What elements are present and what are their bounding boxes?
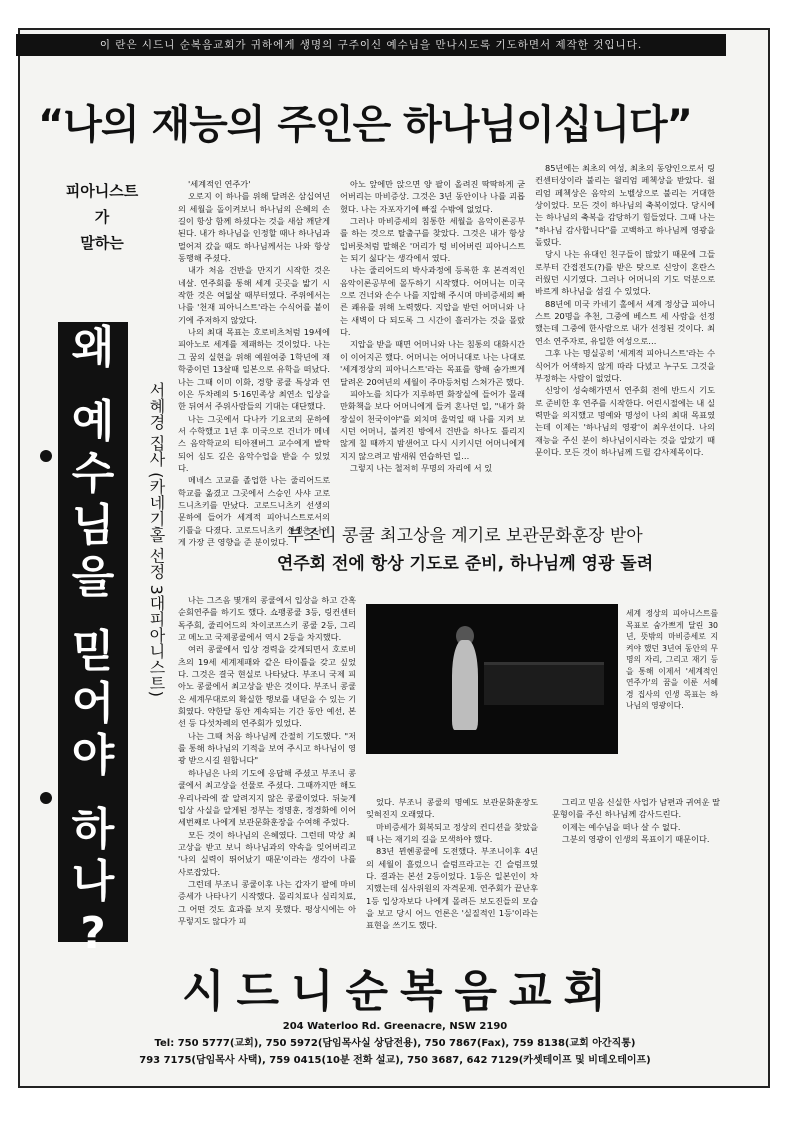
- pianist-photo: [366, 604, 618, 754]
- vertical-char: 믿: [71, 626, 115, 677]
- paragraph: 그렇지 나는 철저히 무명의 자리에 서 있: [350, 462, 493, 473]
- paragraph: 내가 처음 건반을 만지기 시작한 것은 네살. 연주회를 통해 세계 곳곳을 밟기 시작한 것은 여덟살 때부터였다. 주위에서는 나를 '천재 피아니스트'라는 수식어를 붙이기에 주저하지 않았다.: [178, 265, 330, 325]
- paragraph: 그리고 믿음 신실한 사업가 남편과 귀여운 딸 문형이를 주신 하나님께 감사드린다.: [552, 797, 720, 820]
- paragraph: 그러나 마비증세의 침통한 세월을 음악이론공부를 하는 것으로 탈출구를 찾았다. 그것은 내가 항상 입버릇처럼 말해온 '머리가 텅 비어버린 피아니스트는 되기 싫다'는 생각에서 였다.: [340, 216, 525, 264]
- bullet-dot: [40, 792, 52, 804]
- paragraph: 모든 것이 하나님의 은혜였다. 그런데 막상 최고상을 받고 보니 하나님과의 약속을 잊어버리고 '나의 실력이 뛰어났기 때문'이라는 생각이 나를 사로잡았다.: [178, 829, 356, 877]
- vertical-char: 하: [71, 804, 115, 855]
- church-address: [60, 1018, 730, 1069]
- subheading-line-1: 부조니 콩쿨 최고상을 계기로 보관문화훈장 받아: [287, 526, 643, 546]
- paragraph: 나는 줄리어드의 박사과정에 등록한 후 본격적인 음악이론공부에 몰두하기 시작했다. 어머니는 미국으로 건너와 손수 나를 지압해 주시며 마비증세의 빠른 쾌유를 위해 노력했다. 지압을 받던 어머니와 나는 새벽이 다 되도록 그 시간이 흘러가는 것을 몰랐다.: [340, 265, 525, 338]
- vertical-char: 님: [71, 500, 115, 551]
- paragraph: 여러 콩쿨에서 입상 경력을 갖게되면서 호로비츠의 19세 세계제패와 같은 타이틀을 갖고 싶었다. 그것은 결국 현실로 나타났다. 부조니 국제 피아노 콩쿨에서 최고상을 받은 것이다. 부조니 콩쿨은 세계무대로의 확실한 행보를 내딛을 수 있는 기회였다. 약한달 동안 계속되는 기간 동안 예선, 본선 등 다섯차례의 연주회가 있었다.: [178, 644, 356, 729]
- vertical-char: 예: [71, 396, 115, 447]
- byline: 서혜경 집사 (카네기홀 선정 3대피아니스트): [147, 382, 166, 698]
- article-column-5: [366, 796, 538, 956]
- church-name: 시드니순복음교회: [181, 966, 619, 1017]
- paragraph: 마비증세가 회복되고 정상의 컨디션을 찾았을때 나는 재기의 길을 모색하야 했다.: [366, 821, 538, 845]
- photo-caption: 세계 정상의 피아니스트를 목표로 숨가쁘게 달린 30년, 뜻밖의 마비증세로 지켜야 했던 3년여 동안의 무명의 자리, 그리고 재기 등을 통해 이제서 '세계적인 연주가'의 꿈을 이룬 서혜경 집사의 인생 목표는 하나님의 영광이다.: [626, 609, 718, 710]
- vertical-char: 나: [71, 856, 115, 907]
- paragraph: 85년에는 최초의 여성, 최초의 동양인으로서 링컨센터상이라 불리는 윌리엄 페첵상을 받았다. 윌리엄 페첵상은 음악의 노벨상으로 불리는 거대한 상이었다. 모든 것이 하나님의 축복이었다. 당시에는 하나님의 축복을 감당하기 힘들었다. 그때 나는 "하나님 감사합니다"를 고백하고 하나님께 영광을 돌렸다.: [535, 163, 715, 248]
- phone-line: 793 7175(담임목사 사택), 759 0415(10분 전화 설교), 750 3687, 642 7129(카셋테이프 및 비데오테이프): [139, 1055, 651, 1066]
- paragraph: 83년 뮌헨콩쿨에 도전했다. 부조니이후 4년의 세월이 흘렀으니 슬럼프라고는 긴 슬럼프였다. 결과는 본선 2등이었다. 1등은 일본인이 차지했는데 심사위원의 자격문제. 연주회가 끝난후 1등 입상자보다 나에게 몰려든 보도진들의 모습을 보고 당시 어느 언론은 '실질적인 1등'이라는 표현을 쓰기도 했다.: [366, 846, 538, 931]
- address-line: 204 Waterloo Rd. Greenacre, NSW 2190: [282, 1021, 508, 1032]
- vertical-char: 왜: [71, 322, 115, 373]
- paragraph: 오로지 이 하나를 위해 달려온 삼십여년의 세월을 돌이켜보니 하나님의 은혜의 손길이 항상 함께 하셨다는 것을 새삼 깨닫게 된다. 내가 하나님을 인정할 때나 하나님과 멀어져 갔을 때도 하나님께서는 나와 항상 동행해 주셨다.: [178, 191, 330, 264]
- vertical-char: 야: [71, 730, 115, 781]
- paragraph: 하나님은 나의 기도에 응답해 주셨고 부조니 콩쿨에서 최고상을 선물로 주셨다. 그때까지만 해도 우리나라에 잘 알려지지 않은 콩쿨이었다. 뒤늦게 입상 사실을 알게된 정부는 정명훈, 정경화에 이어 세번째로 나에게 보관문화훈장을 수여해 주었다.: [178, 767, 356, 828]
- paragraph: 88년에 미국 카네기 홀에서 세계 정상급 피아니스트 20명을 추천, 그중에 베스트 세 사람을 선정했는데 그중에 한사람으로 내가 선정된 것이다. 최연소 연주자로, 유일한 여성으로…: [535, 298, 715, 346]
- paragraph: 나는 그곳에서 다나카 기요코의 문하에서 수학했고 1년 후 미국으로 건너가 메네스 음악학교의 티아젠버그 교수에게 발탁되어 심도 깊은 음악수업을 받을 수 있었다.: [178, 413, 330, 473]
- paragraph: 나는 그때 처음 하나님께 간절히 기도했다. "저를 통해 하나님의 기적을 보여 주시고 하나님이 영광 받으시길 원합니다": [178, 730, 356, 766]
- paragraph: 그런데 부조니 콩쿨이후 나는 갑자기 팔에 마비증세가 나타나기 시작했다. 몰리치료나 심리치료, 그 어떤 것도 효과를 보지 못했다. 평상시에는 아무렇지도 않다가 피: [178, 878, 356, 926]
- paragraph: 었다. 부조니 콩쿨의 명예도 보관문화훈장도 잊혀진지 오래였다.: [366, 797, 538, 820]
- bullet-dot: [40, 450, 52, 462]
- vertical-char: 을: [71, 552, 115, 603]
- paragraph: 아노 앞에만 앉으면 양 팔이 올려진 딱딱하게 굳어버리는 마비증상. 그것은 3년 동안이나 나를 괴롭혔다. 나는 자포자기에 빠질 수밖에 없었다.: [340, 179, 525, 214]
- vertical-char: ?: [80, 908, 106, 959]
- pianist-figure-shape: [452, 640, 478, 730]
- side-heading-line: 피아니스트가: [65, 182, 139, 226]
- paragraph: 이제는 예수님을 떠나 살 수 없다.: [562, 821, 681, 832]
- vertical-char: 수: [71, 448, 115, 499]
- paragraph: 피아노를 치다가 지루하면 화장실에 들어가 몰래 만화책을 보다 어머니에게 들켜 혼나던 일, "내가 화장실이 천국이야"를 외치며 울먹일 때 나를 지켜 보시던 어머니, 불켜진 방에서 건반을 하나도 틀리지 않게 칠 때까지 밤샌어고 다시 시키시던 어머니에게 지지 않으려고 밤새워 연습하던 일…: [340, 388, 525, 461]
- phone-line: Tel: 750 5777(교회), 750 5972(담임목사실 상담전용), 750 7867(Fax), 759 8138(교회 아간직통): [154, 1038, 636, 1049]
- subheading-line-2: 연주회 전에 항상 기도로 준비, 하나님께 영광 돌려: [276, 554, 654, 574]
- top-banner: 이 란은 시드니 순복음교회가 귀하에게 생명의 구주이신 예수님을 만나시도록 기도하면서 제작한 것입니다.: [16, 34, 726, 56]
- paragraph: 지압을 받을 때면 어머니와 나는 침통의 대화시간이 이어지곤 했다. 어머니는 어머니대로 나는 나대로 '세계정상의 피아니스트'라는 목표를 향해 숨가쁘게 달려온 20여년의 세월이 주마등처럼 스쳐가곤 했다.: [340, 339, 525, 387]
- paragraph: 그후 나는 명실공히 '세계적 피아니스트'라는 수식어가 어색하지 않게 따라 다녔고 누구도 그것을 부정하는 사람이 없었다.: [535, 348, 715, 383]
- paragraph: '세계적인 연주가': [188, 179, 251, 189]
- piano-shape: [484, 662, 604, 705]
- paragraph: 메네스 고교를 졸업한 나는 줄리어드로 학교를 옮겼고 그곳에서 스승인 사샤 고로드니츠키를 만났다. 고로드니츠키 선생의 문하에 들어가 세계적 피아니스트로서의 기틀을 다졌다. 고로드니츠키 선생은 나에게 가장 큰 영향을 준 분이었다.: [178, 475, 330, 547]
- headline: “나의 재능의 주인은 하나님이십니다”: [38, 102, 692, 148]
- paragraph: 그분의 영광이 인생의 목표이기 때문이다.: [562, 834, 710, 845]
- side-heading: [62, 178, 142, 256]
- vertical-banner: [58, 322, 128, 959]
- paragraph: 신앙이 성숙해가면서 연주회 전에 반드시 기도로 준비한 후 연주를 시작한다. 어린시절에는 내 실력만을 의지했고 명예와 명성이 나의 최대 목표였는데 이제는 '하나님의 영광'이 최우선이다. 나의 재능을 주신 분이 하나님이시라는 것을 알았기 때문이다. 모든 것이 하나님께 드릴 감사제목이다.: [535, 385, 715, 457]
- article-column-1: [178, 178, 330, 547]
- vertical-char: 어: [71, 678, 115, 729]
- paragraph: 당시 나는 유대인 친구들이 많았기 때문에 그들로부터 간접전도(?)를 받은 탓으로 신앙이 혼란스러웠던 시기였다. 그러나 어머니의 기도 덕분으로 바르게 하나님을 섬길 수 있었다.: [535, 249, 715, 297]
- paragraph: 나의 최대 목표는 호로비츠처럼 19세에 피아노로 세계를 제패하는 것이었다. 나는 그 꿈의 실현을 위해 예원여중 1학년에 재학중이던 13살때 일본으로 유학을 떠났다. 나는 그때 이미 이화, 경향 콩쿨 특상과 연이은 두차례의 5·16민족상 최연소 입상을 한 뒤여서 주위사람들의 기대는 대단했다.: [178, 327, 330, 412]
- article-column-4: [178, 594, 356, 956]
- article-column-3: [535, 162, 715, 508]
- article-column-6: [552, 796, 720, 876]
- subheading: [200, 522, 730, 578]
- article-column-2: [340, 178, 525, 508]
- side-heading-line: 말하는: [80, 234, 124, 252]
- paragraph: 나는 그즈음 몇개의 콩쿨에서 입상을 하고 간혹 순회연주를 하기도 했다. 쇼팽콩쿨 3등, 링컨센터 독주회, 줄리어드의 차이코프스키 콩쿨 2등, 그리고 메노고 국제콩쿨에서 역시 2등을 차지했다.: [178, 595, 356, 643]
